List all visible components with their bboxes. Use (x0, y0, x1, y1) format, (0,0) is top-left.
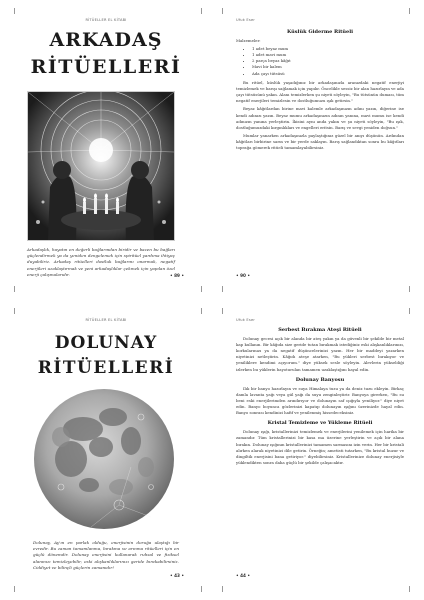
crop-mark (8, 8, 15, 14)
crop-mark (201, 286, 208, 292)
crop-mark (8, 286, 15, 292)
list-item: • 1 adet mavi mum (252, 52, 404, 58)
paragraph: Dolunay gecesi açık bir alanda bir ateş yakın ya da güvenli bir şekilde bir metal kap kullanın. Bir kâğıda size geride tutan bırakmak istediğiniz eski alışkanlıklarınızı, korkularınızı ya da negatif düşüncelerinizi yazın. Her bir maddeyi yazarken niyetinizi netleştirin. Kâğıdı ateşe atarken, "Bu yükleri serbest bırakıyor ve yeniliklere kendimi açıyorum." diye yüksek sesle söyleyin. Alevlerin yükseldiği izlerken bu yüklerin bayoturulan tamamen uzaklaştığını hayal edin. (236, 336, 404, 372)
running-header: Ufuk Eser (236, 18, 256, 22)
chapter-title-line1: ARKADAŞ (49, 29, 163, 51)
paragraph: Beyaz kâğıtlardan birine mavi kalemle arkadaşınızın adını yazın, diğerine ise kendi adınızı yazın. Beyaz mumu arkadaşınızın adının yanına, mavi mumu ise kendi adınızın yanına yerleştirin. İkisini aynı anda yakın ve şu niyeti söyleyin, "Bu ışık, dostluğumuzdaki kırgınlıkları ve engelleri eritsin. Barış ve sevgi yeniden doğsun." (236, 106, 404, 130)
crop-mark (409, 8, 416, 14)
page-number: • 43 • (170, 573, 185, 578)
crop-mark (216, 8, 223, 14)
section-heading: Küslük Giderme Ritüeli (286, 29, 354, 35)
chapter-title-line2: RİTÜELLERİ (37, 358, 175, 378)
materials-list (236, 46, 404, 76)
page-89 (0, 0, 212, 300)
body-text (236, 29, 404, 154)
crop-mark (409, 308, 416, 314)
friends-ritual-illustration (27, 91, 175, 241)
section-heading: Dolunay Banyosu (295, 376, 345, 383)
crop-mark (201, 308, 208, 314)
crop-mark (409, 286, 416, 292)
list-item: • Ada çayı tütsüsü (252, 71, 404, 77)
paragraph: Mumlar yanarken arkadaşınızla paylaştığınız güzel bir anıyı düşünün. Ardından kâğıtları birbirine sarın ve bir yerde saklayın. Barış sağlandıktan sonra bu kâğıtları toprağa gömerek ritüeli tamamlayabilirsiniz. (236, 133, 404, 151)
chapter-caption: Dolunay, Ay'ın en parlak olduğu, enerjisinin doruğa ulaştığı bir evredir. Bu zaman tamamlanma, bırakma ve arınma ritüelleri için en güçlü dönemdir. Dolunay enerjisini kullanarak ruhsal ve fiziksel alanınızı temizleyebilir, eski alışkanlıklarınızı geride bırakabilirsiniz. Ciddiyet ve bilinçli güçlerin zamanıdır! (33, 540, 179, 570)
materials-label: Malzemeler: (236, 38, 261, 44)
page-90 (212, 0, 424, 300)
list-item: • Mavi bir kalem (252, 64, 404, 70)
list-item: • 1 adet beyaz mum (252, 46, 404, 52)
paragraph: Dolunay ışığı, kristallerinizi temizlemek ve enerjilerini yenilemek için harika bir zamandır. Tüm kristallerinizi bir kasa ma üzerine yerleştirin ve açık bir alana bırakın. Dolunay ışığının kristallerinizi tamamen sarmasını izin verin. Her bir kristali alırken alarak niyetinizi dile getirin. Örneğin; ametisti tutarken, "Bu kristal huzur ve dingiltik enerjisini bana getiriyor." diyebilirsiniz. Kristallerinize dolunay enerjisiyle yüklendikten sonra daha güçlü bir şekilde çalışacaktır. (236, 429, 404, 465)
chapter-title-line2: RİTÜELLERİ (30, 56, 182, 78)
chapter-title-line1: DOLUNAY (54, 333, 158, 353)
page-number: • 90 • (236, 273, 251, 278)
paragraph: Bu ritüel, küslük yaşadığınız bir arkadaşınızla aranızdaki negatif enerjiyi temizlemek ve barışı sağlamak için yapılır. Öncelikle sessiz bir alan hazırlayın ve ada çayı tütsüsünü yakın. Alanı temizlerken şu niyeti söyleyin, "Bu tütsünün duması, tüm negatif enerjileri temizlesin ve dostluğumuzu ışık getirsin." (236, 79, 404, 103)
chapter-caption: Arkadaşlık, hayatın en değerli bağlarından biridir ve bazen bu bağları güçlendirmek ya da yeniden dengelemek için spiritüel yardıma ihtiyaç duyabiliriz. Arkadaş ritüelleri dostluk bağlarını onarmak, negatif enerjileri uzaklaştırmak ve yeni arkadaşlıklar çekmek için yapılan özel enerji çalışmalarıdır. (27, 247, 175, 277)
page-number: • 89 • (170, 273, 185, 278)
paragraph: Ilık bir banyo hazırlayın ve suya Himalaya tuzu ya da deniz tuzu ekleyin. Birkaç damla lavanta yağı veya gül yağı da suyu zenginleştirir. Banyoya girerken, "Bu su beni eski enerjilerimden arındırıyor ve dolunayın saf ışığıyla yeniliyor." diye niyet edin. Banyo boyunca gözlerinizi kapatıp dolunayın ışığını üzerinizde hayal edin. Banyo sonrası kendinizi hafif ve yenilenmiş hissedeceksiniz. (236, 385, 404, 416)
crop-mark (409, 586, 416, 592)
page-43 (0, 300, 212, 600)
crop-mark (216, 286, 223, 292)
running-header: RİTÜELLER EL KİTABI (85, 318, 127, 322)
crop-mark (201, 586, 208, 592)
full-moon-photo (31, 387, 177, 531)
running-header: RİTÜELLER EL KİTABI (85, 18, 127, 22)
crop-mark (216, 586, 223, 592)
crop-mark (8, 308, 15, 314)
section-heading: Kristal Temizleme ve Yükleme Ritüeli (267, 420, 373, 427)
list-item: • 2 parça beyaz kâğıt (252, 58, 404, 64)
page-number: • 44 • (236, 573, 251, 578)
crop-mark (8, 586, 15, 592)
crop-mark (201, 8, 208, 14)
body-text (236, 327, 404, 468)
crop-mark (216, 308, 223, 314)
page-44 (212, 300, 424, 600)
running-header: Ufuk Eser (236, 318, 256, 322)
section-heading: Serbest Bırakma Ateşi Ritüeli (278, 327, 362, 333)
